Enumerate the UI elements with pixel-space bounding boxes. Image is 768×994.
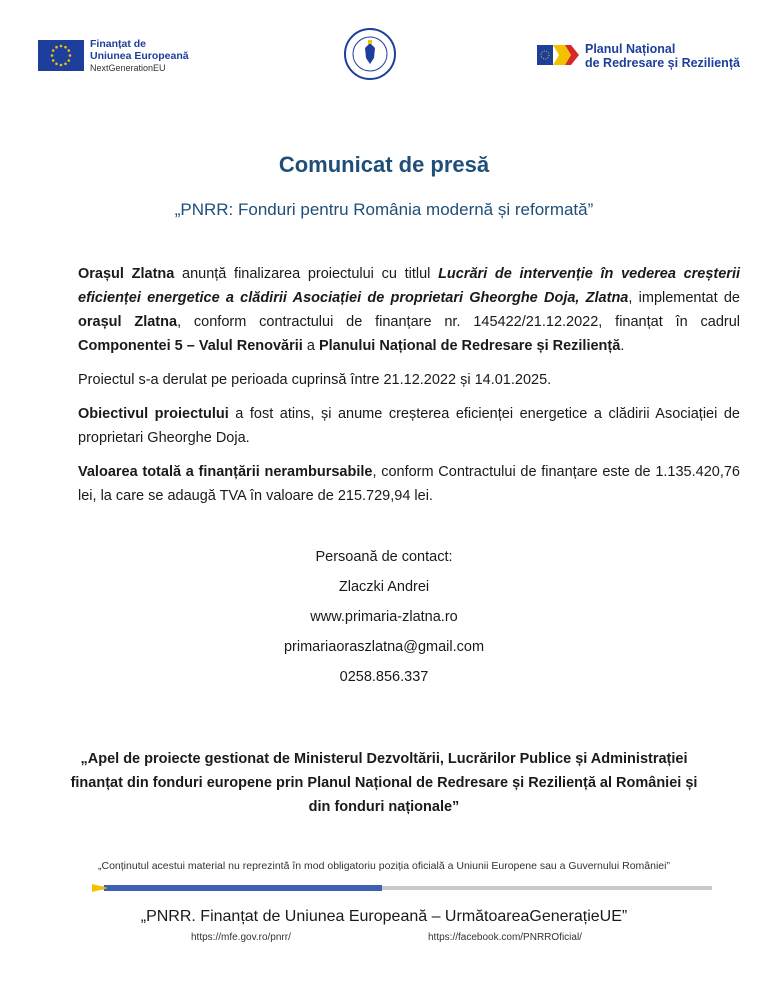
eu-flag-icon: [38, 40, 84, 71]
pnrr-label: [585, 42, 740, 70]
footer-slogan: „PNRR. Finanțat de Uniunea Europeană – UrmătoareaGenerațieUE”: [140, 908, 628, 925]
text-bold: Componentei 5 – Valul Renovării: [78, 338, 303, 354]
text-bold: Planului Național de Redresare și Reziliență: [318, 338, 621, 354]
call-for-projects-statement: „Apel de proiecte gestionat de Ministerul Dezvoltării, Lucrărilor Publice și Administrației finanțat din fonduri europene prin Planul Național de Redresare și Reziliență al României și din fonduri naționale”: [70, 751, 698, 815]
text-bold: Valoarea totală a finanțării nerambursabile: [78, 464, 373, 480]
pnrr-line-2: de Redresare și Reziliență: [585, 56, 740, 70]
text-bold: Obiectivul proiectului: [78, 406, 229, 422]
contact-phone: 0258.856.337: [339, 669, 429, 685]
footer-divider-bar: [92, 884, 712, 892]
project-title: Lucrări de intervenție în vederea creșterii eficienței energetice a clădirii Asociației de proprietari Gheorghe Doja, Zlatna: [78, 266, 741, 306]
romanian-government-seal-icon: [344, 28, 396, 80]
eu-line-2: Uniunea Europeană: [90, 50, 189, 62]
footer-link-mfe[interactable]: https://mfe.gov.ro/pnrr/: [191, 932, 291, 943]
eu-line-3: NextGenerationEU: [90, 63, 166, 73]
text: a fost atins, și anume creșterea eficienței energetice a clădirii Asociației de proprietari Gheorghe Doja.: [78, 406, 740, 446]
text: anunță finalizarea proiectului cu titlul: [174, 266, 439, 282]
text-bold: orașul Zlatna: [78, 314, 178, 330]
paragraph-period: Proiectul s-a derulat pe perioada cuprinsă între 21.12.2022 și 14.01.2025.: [78, 372, 552, 388]
contact-block: [0, 542, 768, 692]
footer-link-facebook[interactable]: https://facebook.com/PNRROficial/: [428, 932, 582, 943]
paragraph-funding-value: [78, 460, 740, 508]
divider-arrow-icon: [92, 884, 108, 892]
pnrr-line-1: Planul Național: [585, 42, 676, 56]
divider-blue-line: [104, 885, 382, 891]
page-subtitle: „PNRR: Fonduri pentru România modernă și reformată”: [174, 200, 594, 219]
text: .: [620, 338, 625, 354]
contact-label: Persoană de contact:: [315, 549, 453, 565]
contact-name: Zlaczki Andrei: [338, 579, 430, 595]
contact-email-link[interactable]: primariaoraszlatna@gmail.com: [283, 639, 485, 655]
text: , conform contractului de finanțare nr. 145422/21.12.2022, finanțat în cadrul: [177, 314, 741, 330]
text: , implementat de: [628, 290, 740, 306]
eu-funding-label: [90, 38, 189, 74]
eu-line-1: Finanțat de: [90, 38, 147, 50]
page-title: Comunicat de presă: [278, 152, 490, 177]
paragraph-objective: [78, 402, 740, 450]
paragraph-project-intro: [78, 262, 740, 358]
pnrr-logo-icon: [537, 42, 581, 68]
disclaimer: „Conținutul acestui material nu reprezintă în mod obligatoriu poziția oficială a Uniunii Europene sau a Guvernului României”: [98, 860, 670, 872]
contact-website-link[interactable]: www.primaria-zlatna.ro: [310, 609, 458, 625]
header-logos: [0, 28, 768, 88]
text: a: [302, 338, 319, 354]
press-release-body: [78, 262, 740, 518]
text: , conform Contractului de finanțare este de 1.135.420,76 lei, la care se adaugă TVA în valoare de 215.729,94 lei.: [78, 464, 740, 504]
text-bold: Orașul Zlatna: [78, 266, 175, 282]
